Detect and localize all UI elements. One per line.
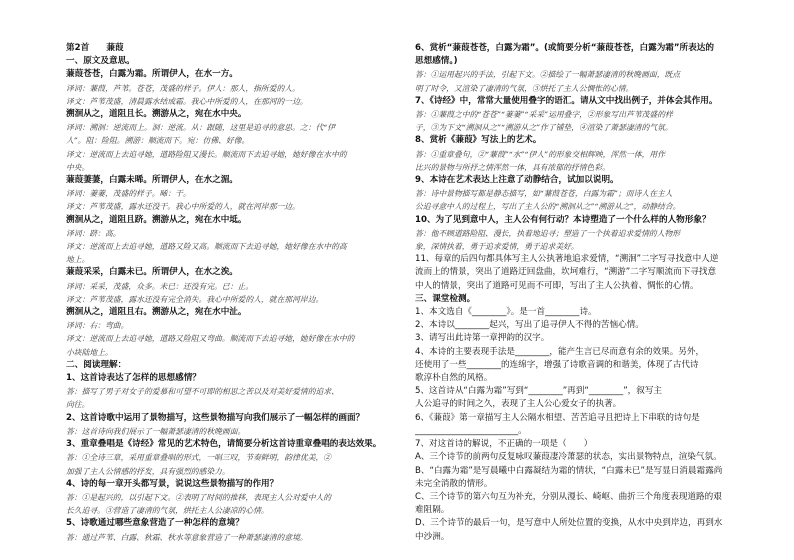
- right-line: 4、本诗的主要表现手法是________，能产生言已尽而意有余的效果。另外，: [415, 346, 705, 357]
- right-line: 比兴的景物与所抒之情浑然一体，具有浓郁的抒情色彩。: [415, 162, 610, 172]
- right-line: 明了时令，又渲染了凄清的气氛，③烘托了主人公惆怅的心情。: [415, 83, 634, 93]
- right-line: 6、赏析“蒹葭苍苍，白露为霜”。(或简要分析“蒹葭苍苍，白露为霜”所表达的: [415, 43, 714, 53]
- right-line: 人公追寻的时间之久，表现了主人公心爱女子的执著。: [415, 399, 622, 410]
- left-line: 蒹葭采采，白露未已。所谓伊人，在水之涘。: [66, 267, 238, 278]
- right-line: 10、为了见到意中人，主人公有何行动？本诗塑造了一个什么样的人物形象？: [415, 214, 711, 225]
- left-line: 人”。阻：险阻。溯游：顺流而下。宛：仿佛、好像。: [66, 136, 250, 146]
- left-line: 译文：逆流而上去追寻她，道路又险阻又弯曲。顺流而下去追寻她，她好像在水中的: [66, 334, 355, 344]
- left-line: 二、阅读理解：: [66, 359, 127, 370]
- right-line: 未完全消散的情形。: [415, 478, 493, 489]
- left-line: 第2首 蒹葭: [66, 43, 124, 53]
- right-line: 答：①重章叠句，②“蒹葭”“水”“伊人”的形象交相辉映，浑然一体，用作: [415, 149, 666, 159]
- right-line: 6、《蒹葭》第一章描写主人公隔水相望、苦苦追寻且把诗上下串联的诗句是: [415, 412, 700, 423]
- left-line: 地上。: [66, 255, 90, 265]
- left-line: 答：通过芦苇、白露、秋霜、秋水等意象营造了一种萧瑟凄清的意境。: [66, 532, 308, 542]
- right-line: 8、赏析《蒹葭》写法上的艺术。: [415, 135, 542, 146]
- left-line: 译文：芦苇茂盛，露水还没有完全消失。我心中所爱的人，就在那河岸边。: [66, 294, 324, 304]
- right-line: 9、本诗在艺术表达上注意了动静结合，试加以说明。: [415, 175, 619, 186]
- right-line: 三、课堂检测。: [415, 293, 476, 304]
- right-line: 7、对这首诗的解说，不正确的一项是（ ）: [415, 439, 593, 450]
- left-line: 小块陆地上。: [66, 347, 113, 357]
- right-line: 还使用了一些________的连绵字，增强了诗歌音调的和谐美，体现了古代诗: [415, 359, 699, 370]
- left-line: 译文：芦苇茂盛，清晨露水结成霜。我心中所爱的人，在那河的一边。: [66, 96, 308, 106]
- left-line: 译词：萋萋，茂盛的样子。晞：干。: [66, 189, 191, 199]
- left-line: 加强了主人公情感的抒发，具有强烈的感染力。: [66, 466, 230, 476]
- left-line: 1、这首诗表达了怎样的思想感情？: [66, 373, 201, 384]
- right-column: [415, 42, 760, 544]
- left-line: 蒹葭萋萋，白露未晞。所谓伊人，在水之湄。: [66, 175, 238, 186]
- right-line: 难阻隔。: [415, 505, 450, 516]
- right-line: 3、请写出此诗第一章押韵的汉字。: [415, 333, 550, 344]
- left-line: 答：①全诗三章，采用重章叠唱的形式，一唱三叹，节奏鲜明，韵律优美，②: [66, 453, 332, 463]
- left-line: 蒹葭苍苍，白露为霜。所谓伊人，在水一方。: [66, 69, 238, 80]
- left-line: 答：①是起兴的，以引起下文。②表明了时间的推移，表现主人公对爱中人的: [66, 492, 332, 502]
- left-line: 译文：逆流而上去追寻她，道路又险又高。顺流而下去追寻她，她好像在水中的高: [66, 242, 347, 252]
- right-line: 公追寻意中人的过程上，写出了主人公的“溯洄从之”“溯游从之”，动静结合。: [415, 202, 681, 212]
- right-line: 答：他不顾道路险阻、漫长，执着地追寻；塑造了一个执着追求爱情的人物形: [415, 228, 681, 238]
- right-line: 答：①运用起兴的手法，引起下文。②描绘了一幅萧瑟凄清的秋晚画面，既点: [415, 70, 681, 80]
- right-line: 2、本诗以________起兴，写出了追寻伊人不得的苦恼心情。: [415, 320, 644, 331]
- left-line: 一、原文及意思。: [66, 56, 135, 67]
- left-line: 译词：蒹葭，芦苇。苍苍，茂盛的样子。伊人：那人，指所爱的人。: [66, 83, 300, 93]
- right-line: A、三个诗节的前两句反复咏叹蒹葭凄冷萧瑟的状态，实出景物特点，渲染气氛。: [415, 452, 722, 463]
- right-line: 11、每章的后四句都具体写主人公执著地追求爱情，“溯洄”二字写寻找意中人逆: [415, 254, 719, 265]
- right-line: ________________________。: [415, 425, 527, 436]
- right-line: 答：①蒹葭之中的“苍苍”“萋萋”“采采”运用叠字，②形象写出芦苇茂盛的样: [415, 110, 673, 120]
- left-line: 中央。: [66, 162, 90, 172]
- right-line: 象，深情执着，勇于追求爱情，勇于追求美好。: [415, 242, 579, 252]
- left-line: 3、重章叠唱是《诗经》常见的艺术特色，请简要分析这首诗重章叠唱的表达效果。: [66, 439, 382, 450]
- left-line: 译文：逆流而上去追寻她，道路险阻又漫长。顺流而下去追寻她，她好像在水中的: [66, 149, 347, 159]
- left-line: 溯洄从之，道阻且长。溯游从之，宛在水中央。: [66, 109, 247, 120]
- right-line: 中沙洲。: [415, 531, 450, 542]
- left-line: 长久追寻。③营造了凄清的气氛，烘托主人公凄凉的心情。: [66, 506, 269, 516]
- right-line: D、三个诗节的最后一句，是写意中人所处位置的变换，从水中央到岸边，再到水: [415, 518, 723, 529]
- right-line: 思想感情。): [415, 56, 458, 67]
- right-line: 子，③为下文“溯洄从之”“溯游从之”作了铺垫，④渲染了萧瑟凄清的气氛。: [415, 123, 673, 133]
- left-line: 溯洄从之，道阻且右。溯游从之，宛在水中沚。: [66, 307, 247, 318]
- left-line: 5、诗歌通过哪些意象营造了一种怎样的意境？: [66, 518, 244, 529]
- left-line: 2、这首诗歌中运用了景物描写，这些景物描写向我们展示了一幅怎样的画面？: [66, 412, 365, 423]
- right-line: 流而上的情景，突出了道路迂回盘曲，坎坷难行，“溯游”二字写顺流而下寻找意: [415, 267, 717, 278]
- left-line: 译文：芦苇茂盛，露水还没干。我心中所爱的人，就在河岸那一边。: [66, 202, 300, 212]
- right-line: B、“白露为霜”是写晨曦中白露凝结为霜的情状，“白露未已”是写显日消晨霜露尚: [415, 465, 723, 476]
- left-line: 答：描写了男子对女子的爱慕和可望不可即的相思之苦以及对美好爱情的追求、: [66, 387, 339, 397]
- left-line: 答：这首诗向我们展示了一幅萧瑟凄清的秋晚画面。: [66, 426, 246, 436]
- left-line: 4、诗的每一章开头都写景，说说这些景物描写的作用？: [66, 478, 279, 489]
- right-line: 7、《诗经》中，常常大量使用叠字的语汇。请从文中找出例子，并体会其作用。: [415, 95, 718, 106]
- left-line: 译词：跻：高。: [66, 228, 121, 238]
- left-line: 译词：右：弯曲。: [66, 321, 129, 331]
- left-line: 溯洄从之，道阻且跻。溯游从之，宛在水中坻。: [66, 214, 247, 225]
- left-line: 译词：采采，茂盛，众多。未已：还没有完。已：止。: [66, 281, 254, 291]
- left-line: 译词：溯洄：逆流而上。洄：逆流。从：跟随，这里是追寻的意思。之：代“伊: [66, 123, 336, 133]
- right-line: 中人的情景，突出了道路可见而不可即，写出了主人公执着、惆怅的心情。: [415, 280, 699, 291]
- right-line: 歌淳朴自然的风格。: [415, 373, 493, 384]
- left-line: 向往。: [66, 400, 90, 410]
- right-line: 5、这首诗从“白露为霜”写到“________”再到“________”，叙写主: [415, 386, 663, 397]
- right-line: C、三个诗节的第六句互为补充，分别从漫长、崎岖、曲折三个角度表现道路的艰: [415, 491, 722, 502]
- right-line: 答：诗中景物描写都是静态描写，如“蒹葭苍苍，白露为霜”；而诗人在主人: [415, 189, 673, 199]
- right-line: 1、本文选自《________》。是一首________诗。: [415, 307, 597, 318]
- left-column: [66, 42, 402, 544]
